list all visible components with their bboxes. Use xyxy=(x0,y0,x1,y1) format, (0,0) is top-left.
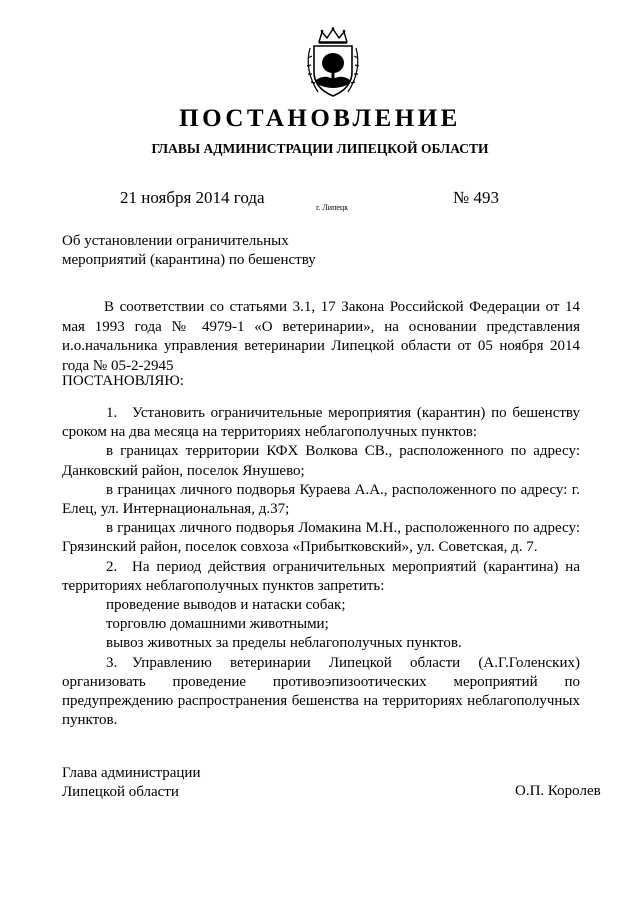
item-text: Управлению ветеринарии Липецкой области (А.Г.Голенских) организовать проведение противоэпизоотических мероприятий по предупреждению распространения бешенства на территориях неблагополучных пунктов. xyxy=(62,654,580,729)
subject-line: Об установлении ограничительных xyxy=(62,233,289,249)
decree-subitem: в границах личного подворья Ломакина М.Н., расположенного по адресу: Грязинский район, поселок совхоза «Прибытковский», ул. Советская, д. 7. xyxy=(62,520,580,556)
signatory-position-line: Глава администрации xyxy=(62,765,201,781)
decree-subitem: торговлю домашними животными; xyxy=(106,616,329,633)
item-number: 1. xyxy=(106,405,118,421)
document-title: ПОСТАНОВЛЕНИЕ xyxy=(179,105,461,132)
document-city: г. Липецк xyxy=(316,203,349,212)
issuing-authority: ГЛАВЫ АДМИНИСТРАЦИИ ЛИПЕЦКОЙ ОБЛАСТИ xyxy=(151,141,489,156)
decree-item-3 xyxy=(62,654,580,731)
subject-line: мероприятий (карантина) по бешенству xyxy=(62,252,316,268)
preamble-paragraph: В соответствии со статьями 3.1, 17 Закона Российской Федерации от 14 мая 1993 года № 4979-1 «О ветеринарии», на основании представления и.о.начальника управления ветеринарии Липецкой области от 05 ноября 2014 года № 05-2-2945 xyxy=(62,299,580,374)
decree-item-1 xyxy=(62,404,580,442)
item-text: На период действия ограничительных мероприятий (карантина) на территориях неблагополучных пунктов запретить: xyxy=(62,558,580,594)
decree-subitem: в границах территории КФХ Волкова СВ., расположенного по адресу: Данковский район, поселок Янушево; xyxy=(62,443,580,479)
lipetsk-coat-of-arms-icon xyxy=(302,26,364,100)
item-text: Установить ограничительные мероприятия (карантин) по бешенству сроком на два месяца на территориях неблагополучных пунктов: xyxy=(62,405,580,441)
document-number: № 493 xyxy=(453,188,499,207)
signatory-name: О.П. Королев xyxy=(515,783,601,799)
document-subject xyxy=(62,232,362,270)
document-date: 21 ноября 2014 года xyxy=(120,188,265,207)
decree-subitem: проведение выводов и натаски собак; xyxy=(106,597,346,614)
decree-heading: ПОСТАНОВЛЯЮ: xyxy=(62,373,184,389)
decree-body xyxy=(62,404,580,730)
signatory-position xyxy=(62,764,200,802)
decree-subitem: в границах личного подворья Кураева А.А., расположенного по адресу: г. Елец, ул. Интернациональная, д.37; xyxy=(62,481,580,518)
signatory-position-line: Липецкой области xyxy=(62,784,179,800)
item-number: 3. xyxy=(106,654,118,671)
decree-item-2 xyxy=(62,558,580,596)
item-number: 2. xyxy=(106,558,118,575)
decree-subitem: вывоз животных за пределы неблагополучных пунктов. xyxy=(106,635,462,652)
